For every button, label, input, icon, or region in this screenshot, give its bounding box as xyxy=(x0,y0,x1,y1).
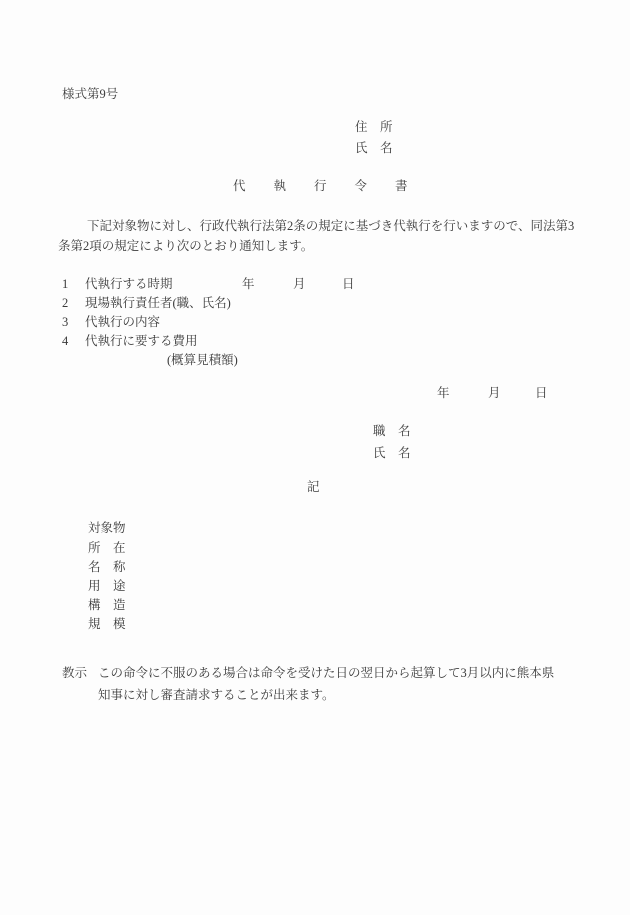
notice-label: 教示 xyxy=(62,666,88,680)
item-1-label: 代執行する時期 xyxy=(85,277,173,291)
section-marker: 記 xyxy=(307,480,320,494)
item-2-label: 現場執行責任者(職、氏名) xyxy=(85,296,231,310)
item-4-label: 代執行に要する費用 xyxy=(85,334,198,348)
target-field-location: 所 在 xyxy=(88,541,126,555)
item-3-number: 3 xyxy=(62,315,69,329)
target-field-scale: 規 模 xyxy=(88,617,126,631)
item-1-number: 1 xyxy=(62,277,69,291)
target-heading: 対象物 xyxy=(88,521,126,535)
document-title: 代 執 行 令 書 xyxy=(233,179,409,193)
target-field-use: 用 途 xyxy=(88,579,126,593)
item-1-day-label: 日 xyxy=(342,277,355,291)
form-number: 様式第9号 xyxy=(62,87,119,101)
notice-line-1: この命令に不服のある場合は命令を受けた日の翌日から起算して3月以内に熊本県 xyxy=(98,666,555,680)
issue-date-month-label: 月 xyxy=(488,386,501,400)
issuer-name-label: 氏 名 xyxy=(373,446,411,460)
notice-line-2: 知事に対し審査請求することが出来ます。 xyxy=(98,688,335,702)
recipient-name-label: 氏 名 xyxy=(355,141,393,155)
issue-date-year-label: 年 xyxy=(437,386,450,400)
item-2-number: 2 xyxy=(62,296,69,310)
item-1-month-label: 月 xyxy=(293,277,306,291)
issuer-title-label: 職 名 xyxy=(373,424,411,438)
estimate-note: (概算見積額) xyxy=(167,353,238,367)
recipient-address-label: 住 所 xyxy=(355,120,393,134)
issue-date-day-label: 日 xyxy=(535,386,548,400)
body-paragraph-line-2: 条第2項の規定により次のとおり通知します。 xyxy=(58,239,314,253)
item-4-number: 4 xyxy=(62,334,69,348)
item-1-year-label: 年 xyxy=(242,277,255,291)
item-3-label: 代執行の内容 xyxy=(85,315,161,329)
target-field-structure: 構 造 xyxy=(88,598,126,612)
target-field-name: 名 称 xyxy=(88,560,126,574)
body-paragraph-line-1: 下記対象物に対し、行政代執行法第2条の規定に基づき代執行を行いますので、同法第3 xyxy=(87,219,575,233)
